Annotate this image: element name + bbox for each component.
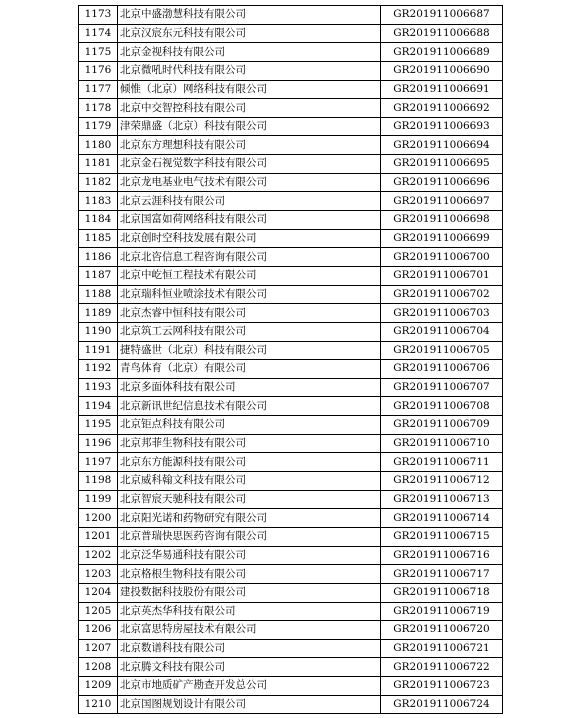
company-name-cell: 倾惟（北京）网络科技有限公司 <box>118 80 381 99</box>
table-row <box>79 639 503 658</box>
row-number-cell: 1204 <box>79 583 118 602</box>
table-row <box>79 80 503 99</box>
row-number-cell: 1199 <box>79 490 118 509</box>
company-name-cell: 北京数谱科技有限公司 <box>118 639 381 658</box>
certificate-code-cell: GR201911006723 <box>381 677 503 696</box>
company-name-cell: 北京汉宸东元科技有限公司 <box>118 24 381 43</box>
row-number-cell: 1188 <box>79 285 118 304</box>
certificate-code-cell: GR201911006694 <box>381 136 503 155</box>
row-number-cell: 1194 <box>79 397 118 416</box>
certificate-code-cell: GR201911006709 <box>381 416 503 435</box>
table-row <box>79 229 503 248</box>
certificate-code-cell: GR201911006692 <box>381 99 503 118</box>
table-row <box>79 173 503 192</box>
company-name-cell: 津荣鼎盛（北京）科技有限公司 <box>118 117 381 136</box>
company-name-cell: 北京格根生物科技有限公司 <box>118 565 381 584</box>
certificate-code-cell: GR201911006703 <box>381 304 503 323</box>
certificate-code-cell: GR201911006712 <box>381 472 503 491</box>
table-row <box>79 397 503 416</box>
company-name-cell: 北京国图规划设计有限公司 <box>118 695 381 714</box>
row-number-cell: 1205 <box>79 602 118 621</box>
row-number-cell: 1181 <box>79 155 118 174</box>
certificate-code-cell: GR201911006695 <box>381 155 503 174</box>
company-name-cell: 北京创时空科技发展有限公司 <box>118 229 381 248</box>
company-name-cell: 建投数据科技股份有限公司 <box>118 583 381 602</box>
table-row <box>79 416 503 435</box>
row-number-cell: 1186 <box>79 248 118 267</box>
certificate-code-cell: GR201911006689 <box>381 43 503 62</box>
table-row <box>79 621 503 640</box>
table-row <box>79 658 503 677</box>
certificate-code-cell: GR201911006717 <box>381 565 503 584</box>
company-name-cell: 北京中交智控科技有限公司 <box>118 99 381 118</box>
table-row <box>79 602 503 621</box>
company-name-cell: 北京东方能源科技有限公司 <box>118 453 381 472</box>
certificate-code-cell: GR201911006713 <box>381 490 503 509</box>
company-name-cell: 北京阳光诺和药物研究有限公司 <box>118 509 381 528</box>
certificate-code-cell: GR201911006718 <box>381 583 503 602</box>
company-name-cell: 北京微吼时代科技有限公司 <box>118 61 381 80</box>
company-name-cell: 北京筑工云网科技有限公司 <box>118 322 381 341</box>
row-number-cell: 1192 <box>79 360 118 379</box>
table-row <box>79 192 503 211</box>
certificate-code-cell: GR201911006724 <box>381 695 503 714</box>
certificate-code-cell: GR201911006721 <box>381 639 503 658</box>
company-name-cell: 北京威科翰文科技有限公司 <box>118 472 381 491</box>
table-row <box>79 266 503 285</box>
certificate-code-cell: GR201911006716 <box>381 546 503 565</box>
table-row <box>79 472 503 491</box>
table-body <box>79 6 503 714</box>
row-number-cell: 1202 <box>79 546 118 565</box>
company-name-cell: 北京多面体科技有限公司 <box>118 378 381 397</box>
table-row <box>79 6 503 25</box>
company-name-cell: 北京云涯科技有限公司 <box>118 192 381 211</box>
certificate-code-cell: GR201911006710 <box>381 434 503 453</box>
company-table <box>78 5 503 714</box>
certificate-code-cell: GR201911006702 <box>381 285 503 304</box>
table-row <box>79 24 503 43</box>
row-number-cell: 1201 <box>79 527 118 546</box>
row-number-cell: 1196 <box>79 434 118 453</box>
table-row <box>79 453 503 472</box>
company-name-cell: 捷特盛世（北京）科技有限公司 <box>118 341 381 360</box>
row-number-cell: 1197 <box>79 453 118 472</box>
row-number-cell: 1193 <box>79 378 118 397</box>
row-number-cell: 1209 <box>79 677 118 696</box>
row-number-cell: 1200 <box>79 509 118 528</box>
row-number-cell: 1195 <box>79 416 118 435</box>
company-name-cell: 北京金视科技有限公司 <box>118 43 381 62</box>
company-name-cell: 北京泛华易通科技有限公司 <box>118 546 381 565</box>
table-row <box>79 583 503 602</box>
table-row <box>79 99 503 118</box>
certificate-code-cell: GR201911006691 <box>381 80 503 99</box>
row-number-cell: 1182 <box>79 173 118 192</box>
row-number-cell: 1176 <box>79 61 118 80</box>
table-row <box>79 322 503 341</box>
certificate-code-cell: GR201911006708 <box>381 397 503 416</box>
table-row <box>79 509 503 528</box>
row-number-cell: 1178 <box>79 99 118 118</box>
certificate-code-cell: GR201911006711 <box>381 453 503 472</box>
table-row <box>79 341 503 360</box>
row-number-cell: 1203 <box>79 565 118 584</box>
row-number-cell: 1190 <box>79 322 118 341</box>
table-row <box>79 155 503 174</box>
row-number-cell: 1179 <box>79 117 118 136</box>
table-row <box>79 378 503 397</box>
table-row <box>79 695 503 714</box>
certificate-code-cell: GR201911006690 <box>381 61 503 80</box>
certificate-code-cell: GR201911006701 <box>381 266 503 285</box>
certificate-code-cell: GR201911006697 <box>381 192 503 211</box>
table-row <box>79 304 503 323</box>
company-name-cell: 北京金石视觉数字科技有限公司 <box>118 155 381 174</box>
table-row <box>79 677 503 696</box>
row-number-cell: 1175 <box>79 43 118 62</box>
company-name-cell: 北京智宸天驰科技有限公司 <box>118 490 381 509</box>
table-row <box>79 360 503 379</box>
row-number-cell: 1177 <box>79 80 118 99</box>
table-row <box>79 527 503 546</box>
certificate-code-cell: GR201911006707 <box>381 378 503 397</box>
table-row <box>79 136 503 155</box>
company-name-cell: 北京北咨信息工程咨询有限公司 <box>118 248 381 267</box>
table-row <box>79 490 503 509</box>
company-name-cell: 北京新讯世纪信息技术有限公司 <box>118 397 381 416</box>
table-row <box>79 546 503 565</box>
company-table-container <box>78 5 503 714</box>
table-row <box>79 211 503 230</box>
table-row <box>79 434 503 453</box>
company-name-cell: 北京中盛渤慧科技有限公司 <box>118 6 381 25</box>
certificate-code-cell: GR201911006705 <box>381 341 503 360</box>
row-number-cell: 1210 <box>79 695 118 714</box>
certificate-code-cell: GR201911006699 <box>381 229 503 248</box>
table-row <box>79 61 503 80</box>
row-number-cell: 1208 <box>79 658 118 677</box>
company-name-cell: 北京国富如荷网络科技有限公司 <box>118 211 381 230</box>
row-number-cell: 1185 <box>79 229 118 248</box>
row-number-cell: 1174 <box>79 24 118 43</box>
company-name-cell: 北京钜点科技有限公司 <box>118 416 381 435</box>
row-number-cell: 1207 <box>79 639 118 658</box>
row-number-cell: 1206 <box>79 621 118 640</box>
certificate-code-cell: GR201911006715 <box>381 527 503 546</box>
certificate-code-cell: GR201911006722 <box>381 658 503 677</box>
table-row <box>79 565 503 584</box>
table-row <box>79 117 503 136</box>
row-number-cell: 1180 <box>79 136 118 155</box>
company-name-cell: 北京腾文科技有限公司 <box>118 658 381 677</box>
company-name-cell: 北京瑞科恒业喷涂技术有限公司 <box>118 285 381 304</box>
row-number-cell: 1184 <box>79 211 118 230</box>
row-number-cell: 1187 <box>79 266 118 285</box>
row-number-cell: 1191 <box>79 341 118 360</box>
certificate-code-cell: GR201911006719 <box>381 602 503 621</box>
company-name-cell: 北京市地质矿产勘查开发总公司 <box>118 677 381 696</box>
company-name-cell: 北京英杰华科技有限公司 <box>118 602 381 621</box>
table-row <box>79 285 503 304</box>
table-row <box>79 248 503 267</box>
row-number-cell: 1189 <box>79 304 118 323</box>
certificate-code-cell: GR201911006687 <box>381 6 503 25</box>
certificate-code-cell: GR201911006700 <box>381 248 503 267</box>
company-name-cell: 北京龙电基业电气技术有限公司 <box>118 173 381 192</box>
row-number-cell: 1173 <box>79 6 118 25</box>
certificate-code-cell: GR201911006704 <box>381 322 503 341</box>
row-number-cell: 1183 <box>79 192 118 211</box>
company-name-cell: 北京邦菲生物科技有限公司 <box>118 434 381 453</box>
certificate-code-cell: GR201911006696 <box>381 173 503 192</box>
table-row <box>79 43 503 62</box>
company-name-cell: 北京东方理想科技有限公司 <box>118 136 381 155</box>
company-name-cell: 北京普瑞快思医药咨询有限公司 <box>118 527 381 546</box>
certificate-code-cell: GR201911006693 <box>381 117 503 136</box>
certificate-code-cell: GR201911006714 <box>381 509 503 528</box>
certificate-code-cell: GR201911006720 <box>381 621 503 640</box>
certificate-code-cell: GR201911006706 <box>381 360 503 379</box>
company-name-cell: 北京中屹恒工程技术有限公司 <box>118 266 381 285</box>
certificate-code-cell: GR201911006688 <box>381 24 503 43</box>
company-name-cell: 北京杰睿中恒科技有限公司 <box>118 304 381 323</box>
certificate-code-cell: GR201911006698 <box>381 211 503 230</box>
row-number-cell: 1198 <box>79 472 118 491</box>
company-name-cell: 青鸟体育（北京）有限公司 <box>118 360 381 379</box>
company-name-cell: 北京富思特房屋技术有限公司 <box>118 621 381 640</box>
